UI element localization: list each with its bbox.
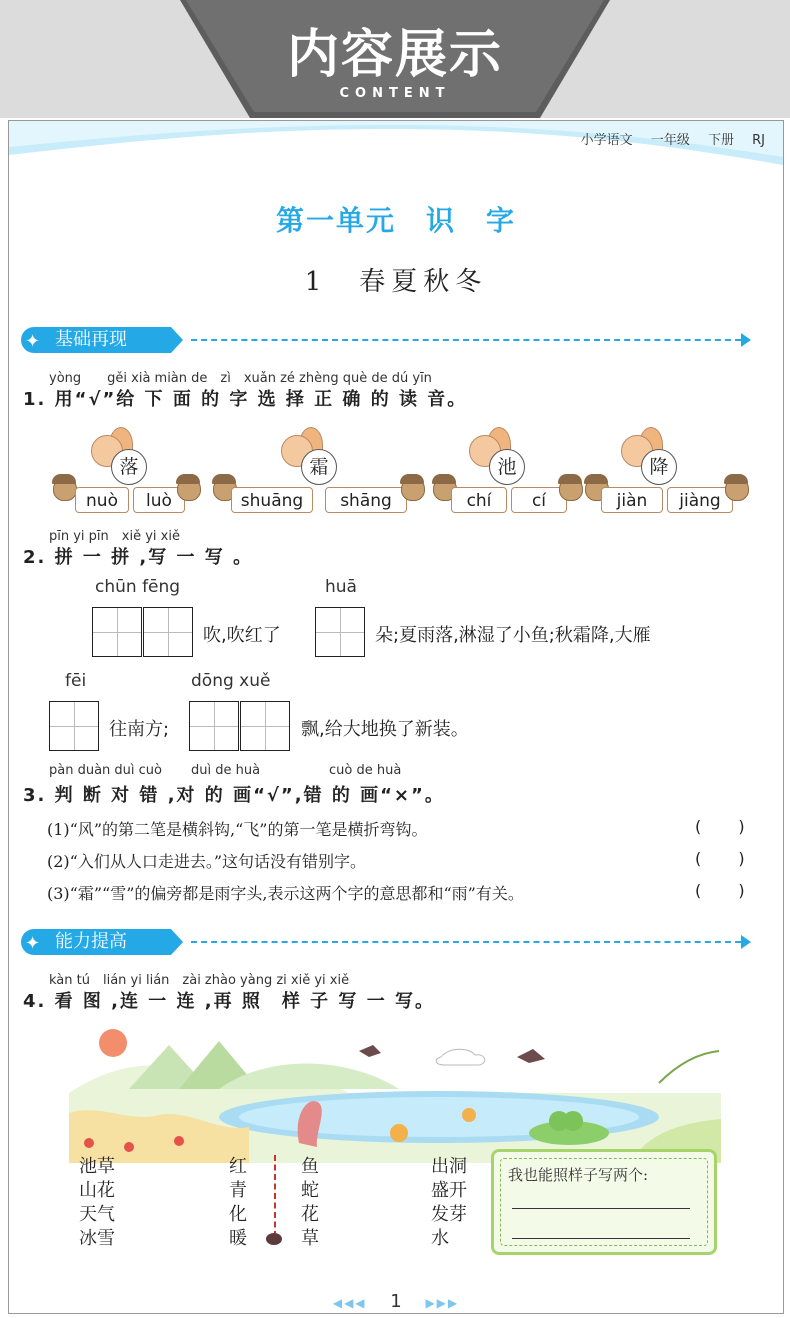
q1-option[interactable]: shuāng [231,487,313,513]
acorn-icon [559,477,583,501]
q4-word[interactable]: 青 [229,1180,247,1201]
runner-icon: ✦ [25,933,41,954]
meta-grade: 一年级 [650,133,690,148]
lesson-title: 1 春夏秋冬 [304,267,488,297]
q4-word[interactable]: 暖 [229,1228,247,1249]
writing-grid[interactable] [315,607,365,657]
q4-word[interactable]: 鱼 [301,1156,319,1177]
q3-answer-blank[interactable]: ( ) [695,817,745,836]
unit-title: 第一单元 识 字 [275,204,516,237]
section-divider [191,941,741,943]
q4-word[interactable]: 出洞 [431,1156,467,1177]
q4-word[interactable]: 天气 [79,1204,115,1225]
banner-subtitle: CONTENT [339,86,451,101]
acorn-icon [725,477,749,501]
q2-prompt: 2. 拼 一 拼 ,写 一 写 。 [23,547,254,568]
q1-pinyin: yòng gěi xià miàn de zì xuǎn zé zhèng què de dú yīn [49,371,432,386]
workbook-page [8,120,784,1314]
q4-col-4 [431,1155,467,1251]
acorn-icon [53,477,77,501]
q4-col-3 [301,1155,319,1251]
runner-icon: ✦ [25,331,41,352]
writing-grid[interactable] [240,701,290,751]
q4-word[interactable]: 池草 [79,1156,115,1177]
meta-edition: RJ [752,133,765,148]
q4-col-1 [79,1155,115,1251]
q4-word[interactable]: 红 [229,1156,247,1177]
q2-pinyin-dongxue: dōng xuě [191,671,271,691]
q2-pinyin-fei: fēi [65,671,87,691]
q2-pinyin-chunfeng: chūn fēng [95,577,181,597]
meta-subject: 小学语文 [580,133,633,148]
q3-statement: (3)“霜”“雪”的偏旁都是雨字头,表示这两个字的意思都和“雨”有关。 [47,884,524,903]
q4-word[interactable]: 冰雪 [79,1228,115,1249]
writing-grid[interactable] [189,701,239,751]
writing-box-label: 我也能照样子写两个: [508,1166,649,1184]
q1-option[interactable]: chí [451,487,507,513]
meta-volume: 下册 [707,133,734,148]
q4-col-2 [229,1155,247,1251]
q2-text-2b: 飘,给大地换了新装。 [301,719,469,740]
q4-word[interactable]: 水 [431,1228,449,1249]
q3-answer-blank[interactable]: ( ) [695,881,745,900]
page-number: 1 [390,1291,402,1312]
arrow-right-icon [741,935,751,949]
q3-statement: (1)“风”的第二笔是横斜钩,“飞”的第一笔是横折弯钩。 [47,820,428,839]
q2-pinyin: pīn yi pīn xiě yi xiě [49,529,180,544]
prev-arrows-icon: ◀◀◀ [332,1296,367,1310]
writing-line[interactable] [512,1238,690,1239]
q3-pinyin-3: cuò de huà [329,763,402,778]
q1-option[interactable]: luò [133,487,185,513]
q1-option[interactable]: jiàn [601,487,663,513]
writing-grid[interactable] [92,607,142,657]
q4-word[interactable]: 盛开 [431,1180,467,1201]
q1-char: 降 [641,449,677,485]
acorn-icon [177,477,201,501]
q3-answer-blank[interactable]: ( ) [695,849,745,868]
page-meta [567,129,765,148]
q1-char: 落 [111,449,147,485]
section-label: 能力提高 [55,931,127,952]
q4-pinyin: kàn tú lián yi lián zài zhào yàng zi xiě yi xiě [49,973,350,988]
q2-text-1b: 朵;夏雨落,淋湿了小鱼;秋霜降,大雁 [375,625,651,646]
q4-word[interactable]: 蛇 [301,1180,319,1201]
q1-option[interactable]: nuò [75,487,129,513]
q2-text-2a: 往南方; [109,719,170,740]
spider-icon [266,1233,282,1245]
writing-line[interactable] [512,1208,690,1209]
next-arrows-icon: ▶▶▶ [425,1296,460,1310]
arrow-right-icon [741,333,751,347]
example-writing-box [491,1149,717,1255]
q3-statement: (2)“入们从人口走进去。”这句话没有错别字。 [47,852,367,871]
section-badge [21,929,171,955]
example-connection-line [274,1155,276,1237]
q4-word[interactable]: 花 [301,1204,319,1225]
q4-word[interactable]: 发芽 [431,1204,467,1225]
section-divider [191,339,741,341]
header-banner [0,0,790,118]
q4-word[interactable]: 草 [301,1228,319,1249]
q1-option[interactable]: cí [511,487,567,513]
q2-text-1a: 吹,吹红了 [203,625,281,646]
writing-grid[interactable] [143,607,193,657]
page-footer [9,1291,783,1312]
q1-char: 池 [489,449,525,485]
banner-title: 内容展示 [286,24,503,85]
writing-grid[interactable] [49,701,99,751]
q3-pinyin-2: duì de huà [191,763,261,778]
q3-pinyin-1: pàn duàn duì cuò [49,763,162,778]
q1-char: 霜 [301,449,337,485]
spring-scene-illustration [69,1023,721,1163]
section-badge [21,327,171,353]
q1-option[interactable]: shāng [325,487,407,513]
q4-word[interactable]: 山花 [79,1180,115,1201]
q3-prompt: 3. 判 断 对 错 ,对 的 画“√”,错 的 画“×”。 [23,785,445,806]
q1-prompt: 1. 用“√”给 下 面 的 字 选 择 正 确 的 读 音。 [23,389,468,410]
q1-option[interactable]: jiàng [667,487,733,513]
acorn-icon [401,477,425,501]
q4-prompt: 4. 看 图 ,连 一 连 ,再 照 样 子 写 一 写。 [23,991,435,1012]
q4-word[interactable]: 化 [229,1204,247,1225]
section-label: 基础再现 [55,329,127,350]
q2-pinyin-hua: huā [325,577,357,597]
